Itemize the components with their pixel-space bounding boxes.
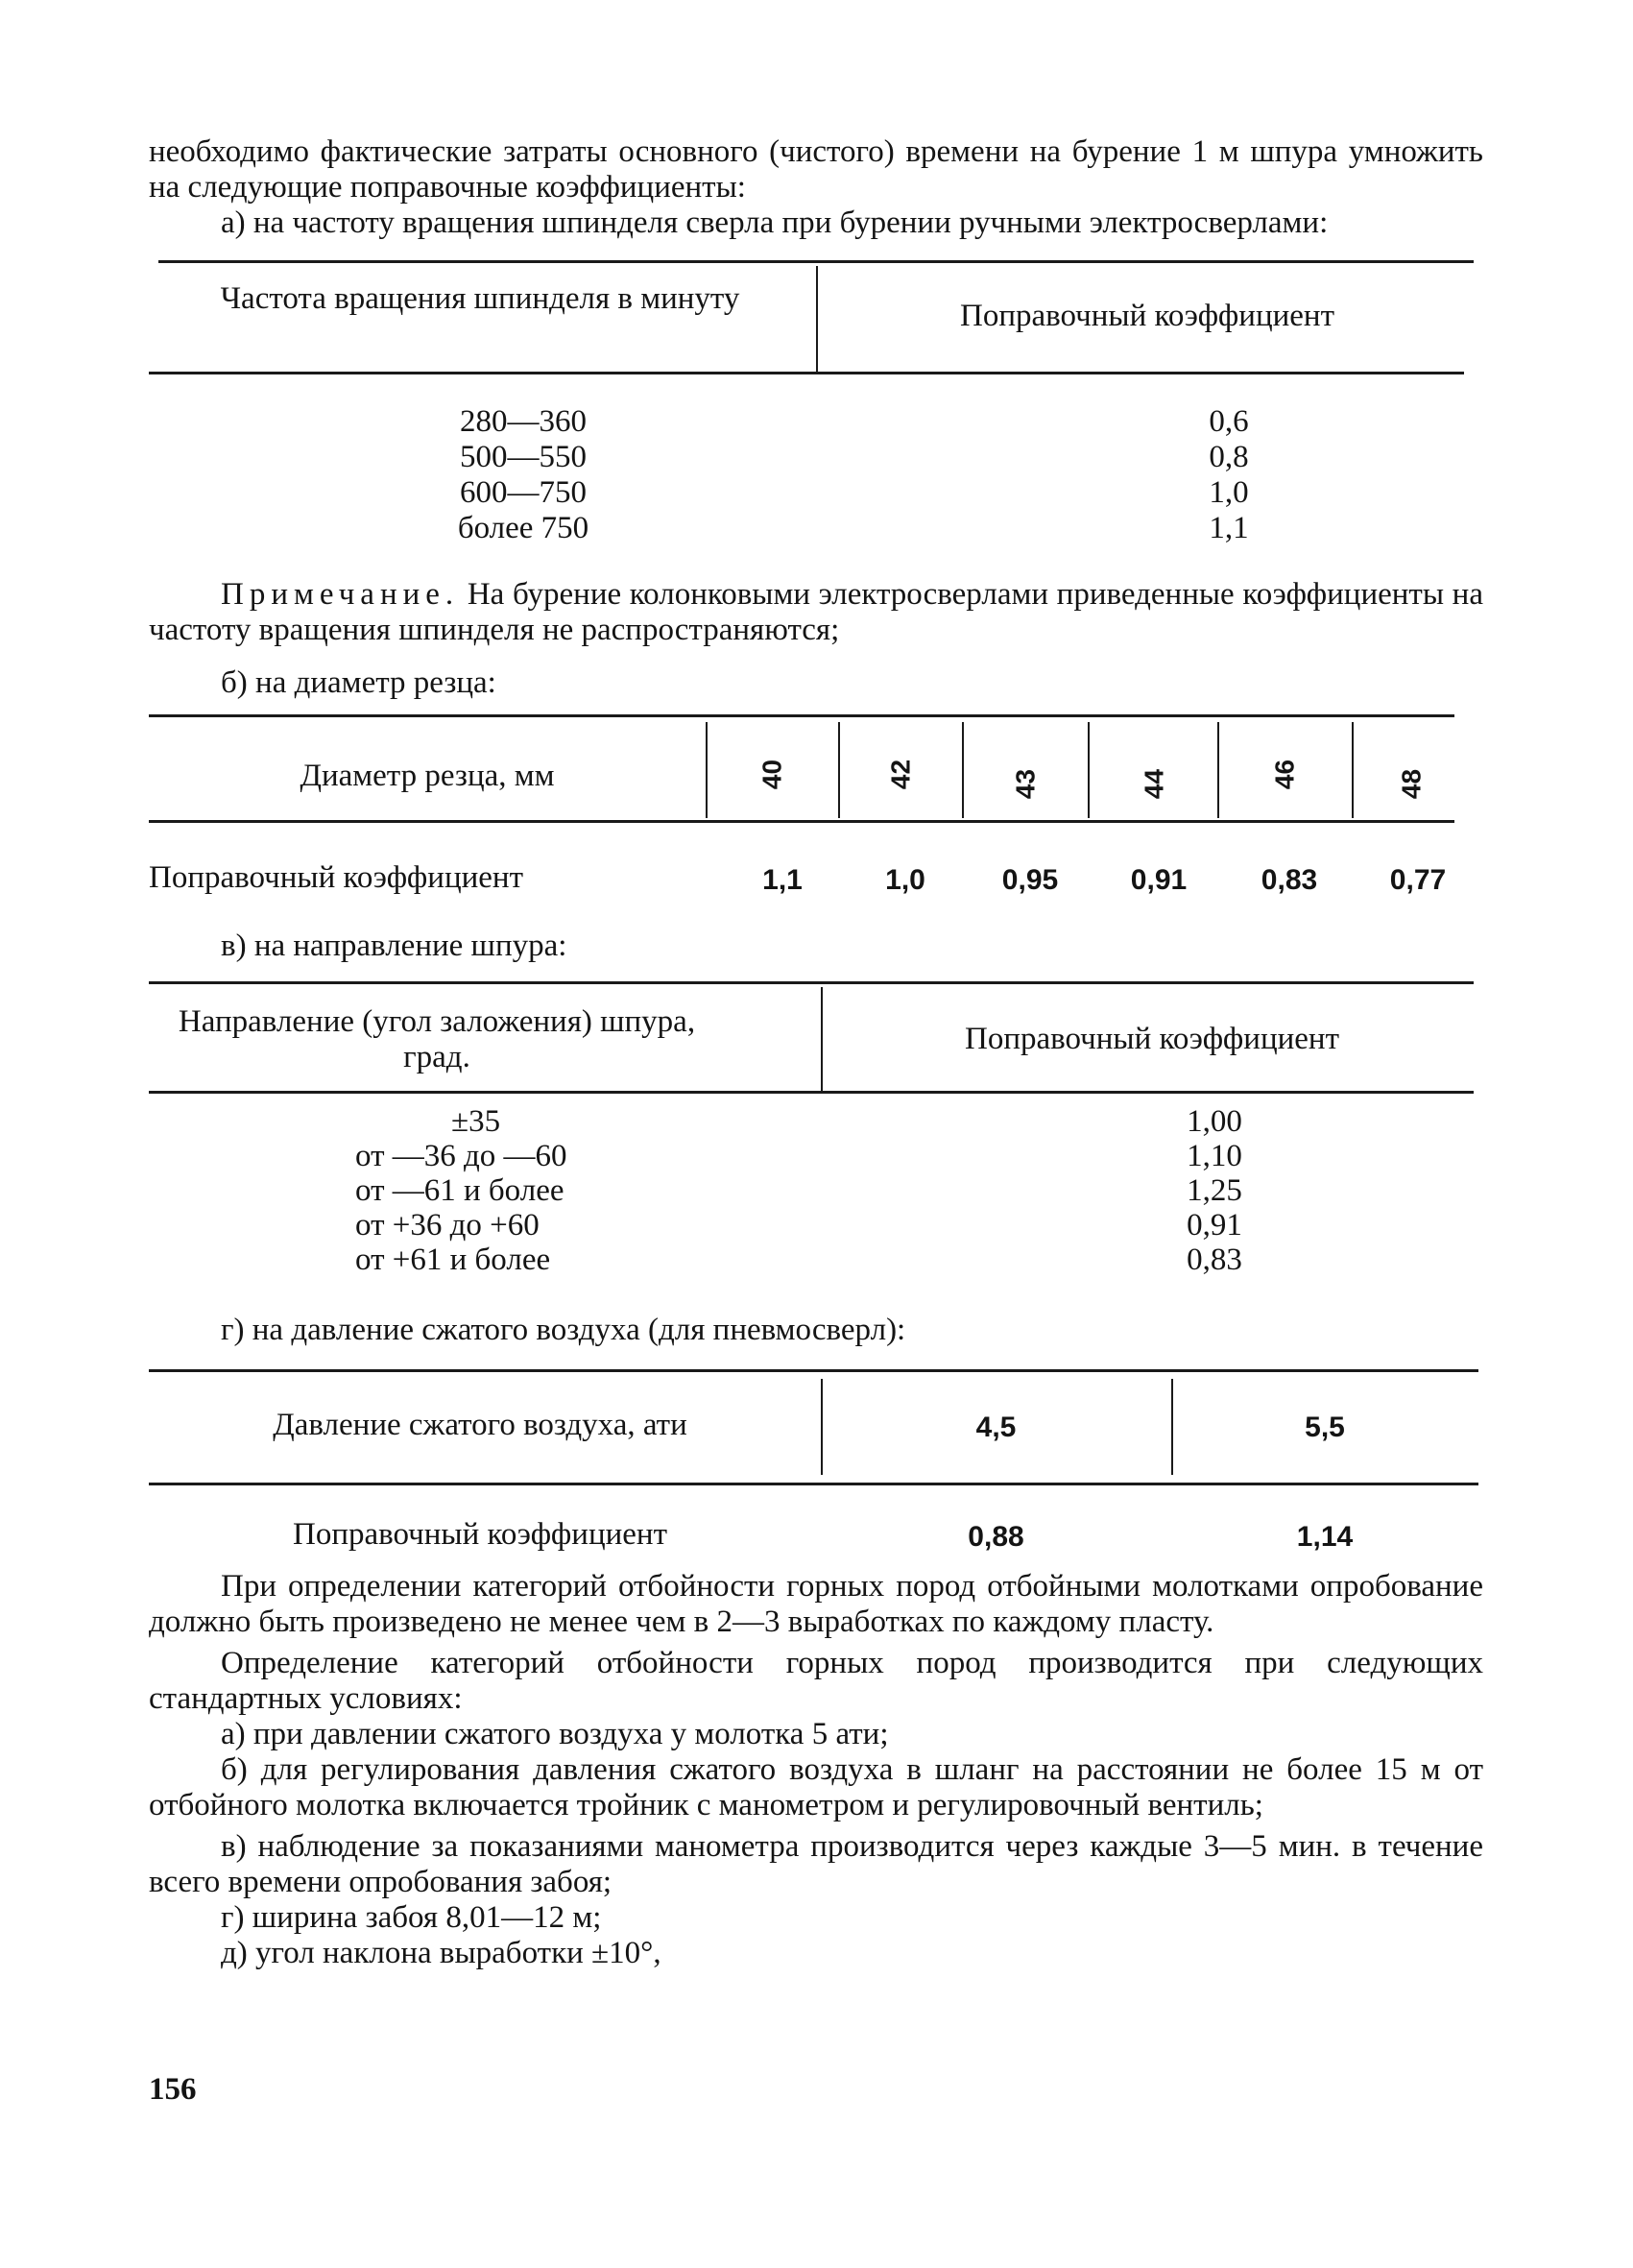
list-item: а) при давлении сжатого воздуха у молотка 5 ати; xyxy=(221,1717,889,1751)
table-cutter-diameter xyxy=(149,714,1483,921)
list-item: б) для регулирования давления сжатого воздуха в шланг на расстоянии не более 15 м от отбойного молотка включается тройник с манометром и регулировочный вентиль; xyxy=(149,1752,1483,1822)
intro-paragraph: необходимо фактические затраты основного (чистого) времени на бурение 1 м шпура умножить на следующие поправочные коэффициенты: xyxy=(149,134,1483,205)
diameter-cell: 48 xyxy=(1396,768,1427,800)
coef-cell: 0,83 xyxy=(1187,1243,1242,1277)
coef-cell: 0,77 xyxy=(1389,864,1447,896)
table-row xyxy=(149,511,1474,546)
note-paragraph xyxy=(149,577,1483,648)
coef-cell: 1,1 xyxy=(762,864,803,896)
coef-cell: 0,95 xyxy=(1001,864,1059,896)
list-item: в) наблюдение за показаниями манометра производится через каждые 3—5 мин. в течение всего времени опробования забоя; xyxy=(149,1829,1483,1899)
direction-cell: от +36 до +60 xyxy=(355,1208,540,1243)
table-a-top-rule xyxy=(158,260,1474,263)
direction-cell: ±35 xyxy=(451,1104,501,1139)
speed-cell: 600—750 xyxy=(460,475,587,510)
table-b-divider xyxy=(706,722,708,818)
table-v-body xyxy=(149,1104,1474,1277)
page-content xyxy=(149,134,1483,1971)
table-b-divider xyxy=(962,722,964,818)
coef-cell: 0,91 xyxy=(1187,1208,1242,1243)
table-g-coef-label: Поправочный коэффициент xyxy=(293,1517,667,1552)
table-b-header-rule xyxy=(149,820,1454,823)
diameter-cell: 43 xyxy=(1010,768,1041,800)
table-row xyxy=(149,1173,1474,1208)
table-g-top-rule xyxy=(149,1369,1478,1372)
note-label: Примечание. xyxy=(221,577,460,612)
coef-cell: 0,91 xyxy=(1130,864,1188,896)
table-b-divider xyxy=(838,722,840,818)
item-g-text: г) на давление сжатого воздуха (для пневмосверл): xyxy=(221,1313,906,1347)
table-spindle-speed xyxy=(149,260,1483,577)
table-v-header-rule xyxy=(149,1091,1474,1094)
pressure-cell: 4,5 xyxy=(975,1411,1017,1443)
coef-cell: 1,0 xyxy=(1209,475,1249,510)
table-v-col2-header: Поправочный коэффициент xyxy=(965,1022,1339,1056)
coef-cell: 1,25 xyxy=(1187,1173,1242,1208)
table-b-divider xyxy=(1352,722,1354,818)
direction-cell: от +61 и более xyxy=(355,1243,551,1277)
coef-cell: 1,00 xyxy=(1187,1104,1242,1139)
table-air-pressure xyxy=(149,1369,1483,1561)
table-g-header-rule xyxy=(149,1483,1478,1485)
list-item: д) угол наклона выработки ±10°, xyxy=(221,1936,661,1970)
item-b-text: б) на диаметр резца: xyxy=(221,665,496,700)
table-a-body xyxy=(149,404,1474,546)
body-paragraph-1: При определении категорий отбойности горных пород отбойными молотками опробование должно быть произведено не менее чем в 2—3 выработках по каждому пласту. xyxy=(149,1569,1483,1639)
table-a-col2-header: Поправочный коэффициент xyxy=(960,299,1334,333)
table-g-row-header: Давление сжатого воздуха, ати xyxy=(273,1408,687,1442)
item-a-text: а) на частоту вращения шпинделя сверла при бурении ручными электросверлами: xyxy=(221,205,1329,240)
table-v-col1-header: Направление (угол заложения) шпура, град. xyxy=(178,1004,696,1074)
table-row xyxy=(149,440,1474,475)
table-b-divider xyxy=(1088,722,1090,818)
table-v-top-rule xyxy=(149,981,1474,984)
diameter-cell: 42 xyxy=(885,759,916,790)
coef-cell: 1,10 xyxy=(1187,1139,1242,1173)
direction-cell: от —61 и более xyxy=(355,1173,564,1208)
coef-cell: 0,88 xyxy=(968,1521,1024,1553)
table-row xyxy=(149,1139,1474,1173)
table-a-col-divider xyxy=(816,266,818,372)
table-row xyxy=(149,404,1474,440)
table-a-header-rule xyxy=(149,372,1464,374)
table-row xyxy=(149,1104,1474,1139)
table-row xyxy=(149,1243,1474,1277)
table-a-col1-header: Частота вращения шпинделя в минуту xyxy=(220,281,740,316)
coef-cell: 1,14 xyxy=(1296,1521,1354,1553)
coef-cell: 0,83 xyxy=(1261,864,1318,896)
table-b-top-rule xyxy=(149,714,1454,717)
table-b-divider xyxy=(1217,722,1219,818)
table-hole-direction xyxy=(149,981,1483,1313)
table-row xyxy=(149,1208,1474,1243)
item-v-text: в) на направление шпура: xyxy=(221,929,567,963)
speed-cell: 280—360 xyxy=(460,404,587,439)
direction-cell: от —36 до —60 xyxy=(355,1139,567,1173)
list-item: г) ширина забоя 8,01—12 м; xyxy=(221,1900,602,1935)
table-b-coef-label: Поправочный коэффициент xyxy=(149,860,523,895)
diameter-cell: 46 xyxy=(1269,759,1300,790)
speed-cell: более 750 xyxy=(457,511,589,545)
table-v-col-divider xyxy=(821,987,823,1091)
pressure-cell: 5,5 xyxy=(1305,1411,1345,1443)
coef-cell: 0,6 xyxy=(1209,404,1249,439)
coef-cell: 1,1 xyxy=(1209,511,1249,545)
table-b-row-header: Диаметр резца, мм xyxy=(300,759,555,793)
speed-cell: 500—550 xyxy=(460,440,587,474)
table-row xyxy=(149,475,1474,511)
coef-cell: 0,8 xyxy=(1209,440,1249,474)
diameter-cell: 44 xyxy=(1139,768,1169,800)
coef-cell: 1,0 xyxy=(885,864,925,896)
diameter-cell: 40 xyxy=(756,759,787,790)
body-paragraph-2: Определение категорий отбойности горных пород производится при следующих стандартных условиях: xyxy=(149,1646,1483,1716)
note-text: На бурение колонковыми электросверлами приведенные коэффициенты на частоту вращения шпинделя не распространяются; xyxy=(149,577,1483,647)
page-number: 156 xyxy=(149,2072,197,2107)
